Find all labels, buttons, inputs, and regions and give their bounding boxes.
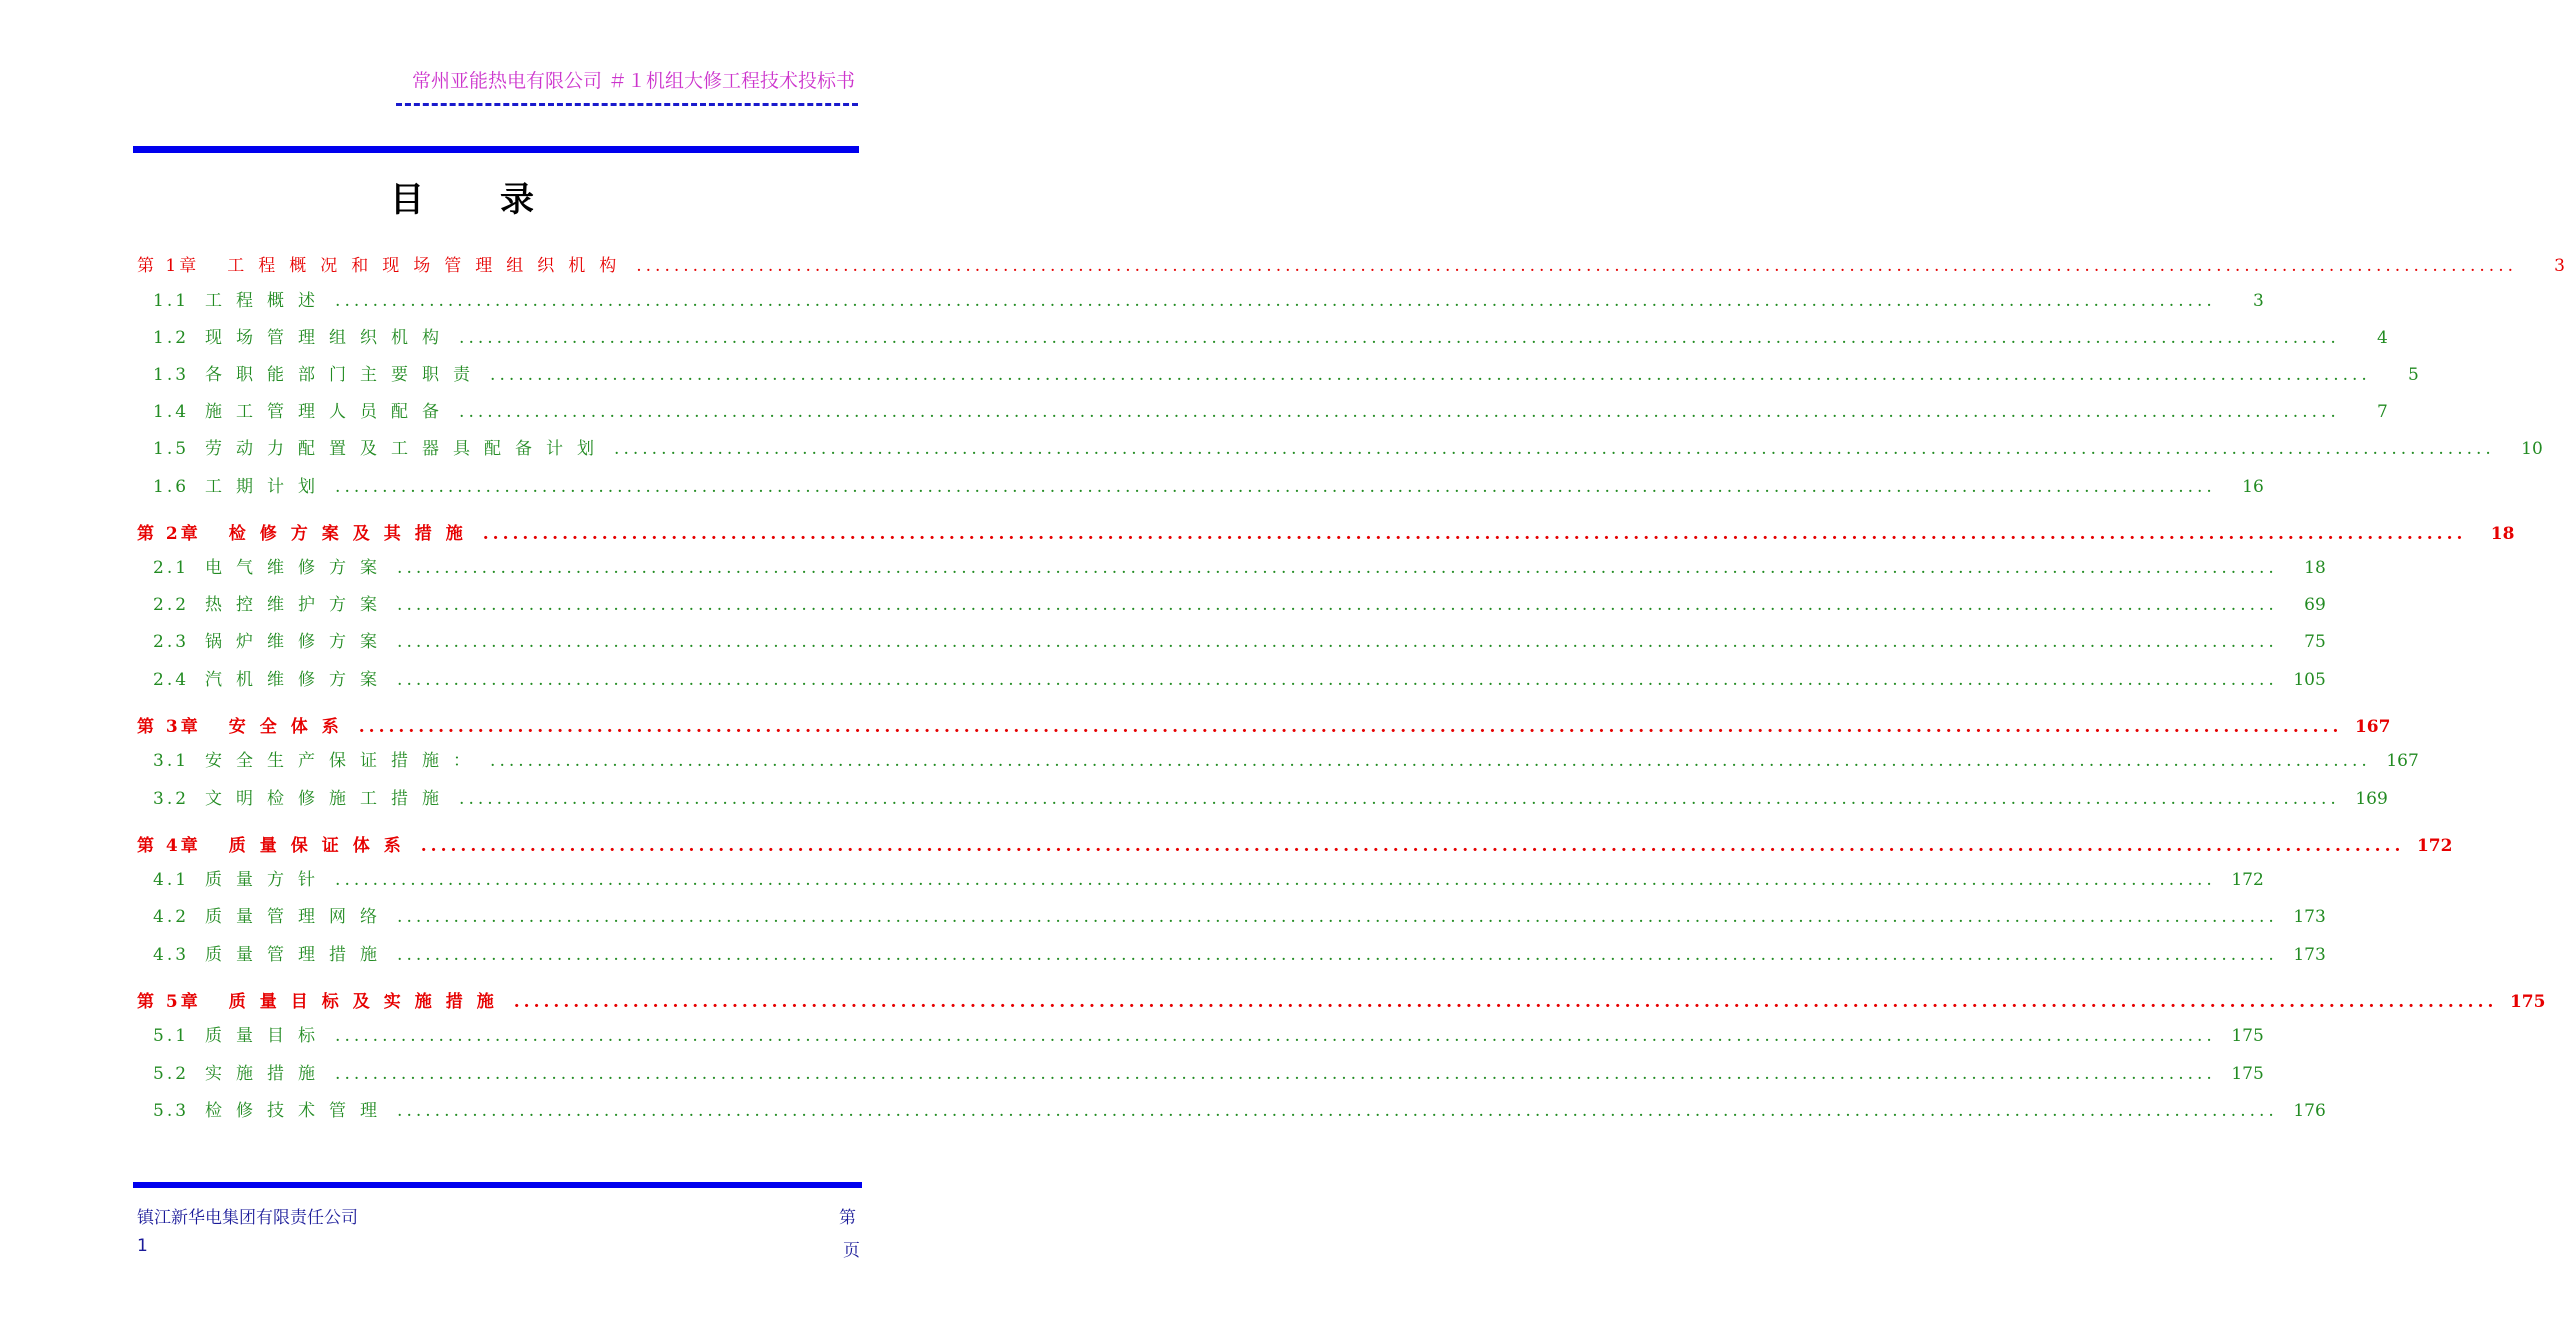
- toc-section-entry[interactable]: [153, 434, 2543, 459]
- toc-entry-page: 172: [2231, 870, 2264, 890]
- toc-entry-number: 第 2章: [137, 524, 201, 544]
- toc-entry-number: 4.3: [153, 945, 190, 965]
- toc-leader-dots: ........................................................................................................................................................................................................: [420, 836, 2405, 856]
- toc-entry-title: 电气维修方案: [205, 558, 392, 578]
- toc-section-entry[interactable]: [153, 1021, 2264, 1046]
- toc-entry-page: 175: [2231, 1026, 2264, 1046]
- footer-rule: [133, 1182, 862, 1188]
- toc-chapter-entry[interactable]: [137, 251, 2565, 276]
- toc-leader-dots: ........................................................................................................................................................................................................: [397, 595, 2278, 615]
- footer-company: 镇江新华电集团有限责任公司: [137, 1208, 358, 1228]
- toc-entry-title: 工程概述: [205, 291, 330, 311]
- toc-section-entry[interactable]: [153, 940, 2326, 965]
- toc-entry-number: 1.2: [153, 328, 190, 348]
- toc-entry-page: 7: [2376, 402, 2388, 422]
- toc-section-entry[interactable]: [153, 360, 2419, 385]
- toc-leader-dots: ........................................................................................................................................................................................................: [397, 558, 2278, 578]
- toc-leader-dots: ........................................................................................................................................................................................................: [335, 1064, 2216, 1084]
- toc-section-entry[interactable]: [153, 590, 2326, 615]
- toc-entry-number: 5.1: [153, 1026, 190, 1046]
- toc-entry-title: 检修方案及其措施: [228, 524, 477, 544]
- toc-entry-page: 167: [2386, 751, 2419, 771]
- toc-entry-page: 69: [2304, 595, 2326, 615]
- toc-entry-number: 4.1: [153, 870, 190, 890]
- toc-entry-number: 2.4: [153, 670, 190, 690]
- toc-entry-page: 175: [2509, 992, 2546, 1012]
- toc-entry-page: 172: [2416, 836, 2453, 856]
- page-title: 目录: [390, 180, 610, 220]
- toc-leader-dots: ........................................................................................................................................................................................................: [397, 907, 2278, 927]
- toc-entry-number: 第 4章: [137, 836, 201, 856]
- toc-section-entry[interactable]: [153, 397, 2388, 422]
- toc-leader-dots: ........................................................................................................................................................................................................: [397, 632, 2278, 652]
- toc-entry-title: 工期计划: [205, 477, 330, 497]
- toc-entry-number: 2.1: [153, 558, 190, 578]
- footer-page-prefix: 第: [839, 1208, 856, 1228]
- toc-leader-dots: ........................................................................................................................................................................................................: [397, 670, 2278, 690]
- toc-section-entry[interactable]: [153, 865, 2264, 890]
- toc-leader-dots: ........................................................................................................................................................................................................: [459, 789, 2340, 809]
- toc-entry-title: 质量方针: [205, 870, 330, 890]
- toc-entry-title: 热控维护方案: [205, 595, 392, 615]
- toc-entry-title: 质量目标及实施措施: [228, 992, 508, 1012]
- toc-leader-dots: ........................................................................................................................................................................................................: [482, 524, 2467, 544]
- footer-page-number: 1: [137, 1236, 148, 1256]
- toc-entry-number: 第 1章: [137, 256, 200, 276]
- toc-entry-number: 3.1: [153, 751, 190, 771]
- toc-entry-number: 3.2: [153, 789, 190, 809]
- toc-entry-number: 1.4: [153, 402, 190, 422]
- toc-leader-dots: ........................................................................................................................................................................................................: [513, 992, 2498, 1012]
- toc-entry-title: 安全生产保证措施：: [205, 751, 485, 771]
- toc-entry-title: 汽机维修方案: [205, 670, 392, 690]
- toc-entry-page: 176: [2293, 1101, 2326, 1121]
- toc-section-entry[interactable]: [153, 553, 2326, 578]
- toc-entry-page: 3: [2554, 256, 2565, 276]
- toc-entry-title: 锅炉维修方案: [205, 632, 392, 652]
- toc-entry-page: 5: [2407, 365, 2419, 385]
- toc-entry-number: 1.5: [153, 439, 190, 459]
- toc-section-entry[interactable]: [153, 1059, 2264, 1084]
- toc-entry-number: 5.2: [153, 1064, 190, 1084]
- toc-entry-page: 173: [2293, 945, 2326, 965]
- toc-entry-number: 1.1: [153, 291, 190, 311]
- toc-entry-title: 现场管理组织机构: [205, 328, 454, 348]
- toc-leader-dots: ........................................................................................................................................................................................................: [614, 439, 2495, 459]
- footer-page-suffix: 页: [843, 1241, 860, 1261]
- toc-section-entry[interactable]: [153, 286, 2264, 311]
- toc-chapter-entry[interactable]: [137, 712, 2391, 737]
- toc-entry-title: 工程概况和现场管理组织机构: [227, 256, 631, 276]
- toc-leader-dots: ........................................................................................................................................................................................................: [490, 365, 2371, 385]
- toc-entry-page: 169: [2355, 789, 2388, 809]
- toc-entry-page: 173: [2293, 907, 2326, 927]
- toc-entry-number: 1.6: [153, 477, 190, 497]
- toc-leader-dots: ........................................................................................................................................................................................................: [335, 1026, 2216, 1046]
- toc-entry-page: 18: [2490, 524, 2515, 544]
- toc-entry-title: 劳动力配置及工器具配备计划: [205, 439, 609, 459]
- toc-entry-title: 质量目标: [205, 1026, 330, 1046]
- toc-entry-number: 4.2: [153, 907, 190, 927]
- toc-leader-dots: ........................................................................................................................................................................................................: [490, 751, 2371, 771]
- toc-entry-title: 安全体系: [228, 717, 353, 737]
- toc-entry-number: 5.3: [153, 1101, 190, 1121]
- toc-chapter-entry[interactable]: [137, 831, 2453, 856]
- toc-entry-page: 4: [2376, 328, 2388, 348]
- toc-chapter-entry[interactable]: [137, 987, 2546, 1012]
- toc-leader-dots: ........................................................................................................................................................................................................: [335, 291, 2216, 311]
- toc-entry-title: 各职能部门主要职责: [205, 365, 485, 385]
- toc-chapter-entry[interactable]: [137, 519, 2515, 544]
- toc-entry-title: 检修技术管理: [205, 1101, 392, 1121]
- toc-section-entry[interactable]: [153, 323, 2388, 348]
- toc-leader-dots: ........................................................................................................................................................................................................: [636, 256, 2517, 276]
- toc-entry-page: 10: [2521, 439, 2543, 459]
- toc-leader-dots: ........................................................................................................................................................................................................: [335, 870, 2216, 890]
- toc-section-entry[interactable]: [153, 1096, 2326, 1121]
- toc-leader-dots: ........................................................................................................................................................................................................: [358, 717, 2343, 737]
- toc-entry-title: 实施措施: [205, 1064, 330, 1084]
- toc-entry-number: 2.3: [153, 632, 190, 652]
- toc-entry-title: 施工管理人员配备: [205, 402, 454, 422]
- toc-entry-page: 3: [2252, 291, 2264, 311]
- toc-section-entry[interactable]: [153, 784, 2388, 809]
- toc-entry-title: 质量管理网络: [205, 907, 392, 927]
- toc-entry-title: 文明检修施工措施: [205, 789, 454, 809]
- toc-entry-number: 2.2: [153, 595, 190, 615]
- header-title: 常州亚能热电有限公司 ＃１机组大修工程技术投标书: [411, 70, 855, 92]
- toc-entry-number: 第 5章: [137, 992, 201, 1012]
- toc-leader-dots: ........................................................................................................................................................................................................: [397, 1101, 2278, 1121]
- toc-section-entry[interactable]: [153, 472, 2264, 497]
- toc-leader-dots: ........................................................................................................................................................................................................: [335, 477, 2216, 497]
- toc-section-entry[interactable]: [153, 746, 2419, 771]
- toc-leader-dots: ........................................................................................................................................................................................................: [459, 328, 2340, 348]
- toc-entry-page: 16: [2242, 477, 2264, 497]
- toc-entry-title: 质量管理措施: [205, 945, 392, 965]
- toc-section-entry[interactable]: [153, 665, 2326, 690]
- toc-entry-number: 1.3: [153, 365, 190, 385]
- toc-entry-page: 18: [2304, 558, 2326, 578]
- toc-entry-title: 质量保证体系: [228, 836, 415, 856]
- toc-leader-dots: ........................................................................................................................................................................................................: [397, 945, 2278, 965]
- toc-section-entry[interactable]: [153, 627, 2326, 652]
- toc-entry-page: 105: [2293, 670, 2326, 690]
- toc-entry-page: 167: [2354, 717, 2391, 737]
- toc-entry-page: 75: [2304, 632, 2326, 652]
- toc-entry-number: 第 3章: [137, 717, 201, 737]
- toc-leader-dots: ........................................................................................................................................................................................................: [459, 402, 2340, 422]
- toc-entry-page: 175: [2231, 1064, 2264, 1084]
- toc-section-entry[interactable]: [153, 902, 2326, 927]
